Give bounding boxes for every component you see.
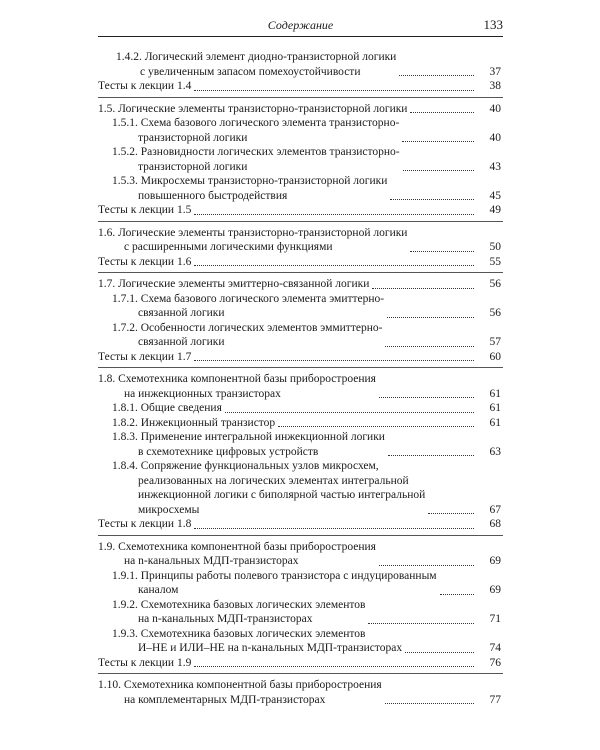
dot-leader <box>402 141 474 142</box>
toc-entry-line: на инжекционных транзисторах <box>124 387 281 400</box>
toc-page-number: 56 <box>489 307 501 319</box>
toc-test-entry[interactable] <box>98 255 503 270</box>
toc-page-number: 61 <box>489 402 501 414</box>
toc-entry-title <box>112 321 382 350</box>
toc-entry-title <box>98 350 191 365</box>
header-rule <box>98 36 503 37</box>
toc-page-number: 56 <box>489 278 501 290</box>
toc-section <box>98 674 503 710</box>
toc-entry-title <box>98 255 191 270</box>
toc-entry-line: повышенного быстродействия <box>138 189 288 202</box>
toc-page-number: 69 <box>489 555 501 567</box>
dot-leader <box>372 288 474 289</box>
dot-leader <box>405 652 474 653</box>
toc-section <box>98 222 503 274</box>
toc-entry-title <box>112 401 222 416</box>
toc-section <box>98 50 503 98</box>
dot-leader <box>403 170 474 171</box>
toc-page-number: 63 <box>489 445 501 458</box>
toc-entry[interactable] <box>98 540 503 569</box>
toc-entry-line: 1.8.2. Инжекционный транзистор <box>112 416 276 429</box>
toc-entry-line: 1.7.2. Особенности логических элементов эммиттерно- <box>112 321 383 334</box>
toc-page-number: 40 <box>489 102 501 115</box>
toc-page-number: 38 <box>489 80 501 92</box>
toc-entry-title <box>98 517 191 532</box>
toc-entry-line: Тесты к лекции 1.8 <box>98 518 192 530</box>
toc-entry-line: 1.5.1. Схема базового логического элемента транзисторно- <box>112 117 400 129</box>
toc-entry[interactable] <box>98 116 503 145</box>
toc-entry[interactable] <box>98 174 503 203</box>
dot-leader <box>399 75 474 76</box>
toc-entry-line: Тесты к лекции 1.4 <box>98 80 192 92</box>
toc-entry[interactable] <box>98 321 503 350</box>
toc-entry-line: 1.5. Логические элементы транзисторно-транзисторной логики <box>98 102 408 115</box>
running-header <box>98 16 503 38</box>
toc-page-number: 67 <box>489 503 501 516</box>
toc-entry-line: 1.6. Логические элементы транзисторно-транзисторной логики <box>98 226 408 239</box>
dot-leader <box>368 623 474 624</box>
dot-leader <box>410 251 474 252</box>
toc-entry[interactable] <box>98 50 503 79</box>
toc-entry-line: Тесты к лекции 1.6 <box>98 255 192 268</box>
toc-entry-line: транзисторной логики <box>138 131 248 144</box>
dot-leader <box>194 265 474 266</box>
toc-entry[interactable] <box>98 459 503 517</box>
dot-leader <box>379 565 474 566</box>
header-title: Содержание <box>267 18 334 32</box>
dot-leader <box>385 346 474 347</box>
toc-entry-line: на n-канальных МДП-транзисторах <box>138 613 313 625</box>
dot-leader <box>428 513 474 514</box>
dot-leader <box>379 397 474 398</box>
toc-page-number: 40 <box>489 131 501 144</box>
toc-entry-title <box>98 656 191 671</box>
toc-entry[interactable] <box>98 372 503 401</box>
toc-entry-line: Тесты к лекции 1.9 <box>98 656 192 669</box>
dot-leader <box>194 528 474 529</box>
toc-entry-line: с расширенными логическими функциями <box>124 241 333 253</box>
toc-entry-line: 1.9.1. Принципы работы полевого транзистора с индуцированным <box>112 569 437 582</box>
toc-page-number: 55 <box>489 255 501 268</box>
toc-entry-title <box>112 627 402 656</box>
toc-entry-title <box>98 79 191 94</box>
toc-section <box>98 368 503 536</box>
toc-entry-title <box>112 116 399 145</box>
toc-entry-line: 1.9.2. Схемотехника базовых логических элементов <box>112 598 366 611</box>
toc-entry-line: транзисторной логики <box>138 160 248 173</box>
toc-entry-line: каналом <box>138 584 179 596</box>
toc-entry-line: 1.9.3. Схемотехника базовых логических элементов <box>112 627 366 640</box>
toc-entry-line: И–НЕ и ИЛИ–НЕ на n-канальных МДП-транзисторах <box>138 642 403 654</box>
toc-entry-line: реализованных на логических элементах интегральной <box>138 474 409 487</box>
toc-entry[interactable] <box>98 277 503 292</box>
toc-entry-title <box>112 292 384 321</box>
toc-entry-title <box>112 569 437 598</box>
dot-leader <box>194 214 474 215</box>
toc-entry[interactable] <box>98 598 503 627</box>
toc-entry-line: 1.10. Схемотехника компонентной базы приборостроения <box>98 679 382 691</box>
dot-leader <box>390 199 474 200</box>
table-of-contents <box>98 50 503 710</box>
toc-entry-line: инжекционной логики с биполярной частью интегральной <box>138 489 426 501</box>
dot-leader <box>278 426 474 427</box>
toc-entry-title <box>116 50 396 79</box>
toc-page-number: 61 <box>489 387 501 400</box>
toc-page-number: 60 <box>489 350 501 363</box>
toc-entry-title <box>98 540 376 569</box>
toc-entry-line: связанной логики <box>138 307 225 319</box>
toc-entry[interactable] <box>98 102 503 117</box>
toc-test-entry[interactable] <box>98 79 503 94</box>
toc-entry-line: 1.8.3. Применение интегральной инжекционной логики <box>112 431 385 443</box>
toc-entry[interactable] <box>98 430 503 459</box>
dot-leader <box>194 90 474 91</box>
toc-page-number: 45 <box>489 189 501 202</box>
toc-entry-title <box>98 277 369 292</box>
toc-entry-line: связанной логики <box>138 336 225 348</box>
dot-leader <box>410 112 474 113</box>
dot-leader <box>440 594 474 595</box>
toc-entry-line: 1.7.1. Схема базового логического элемента эмиттерно- <box>112 292 385 305</box>
toc-test-entry[interactable] <box>98 517 503 532</box>
toc-page-number: 57 <box>489 336 501 348</box>
dot-leader <box>225 412 474 413</box>
toc-entry-line: с увеличенным запасом помехоустойчивости <box>140 65 361 78</box>
toc-entry-line: 1.8.1. Общие сведения <box>112 402 222 414</box>
toc-entry-line: 1.5.2. Разновидности логических элементов транзисторно- <box>112 146 400 158</box>
toc-entry-title <box>112 430 385 459</box>
toc-entry-line: 1.8.4. Сопряжение функциональных узлов микросхем, <box>112 460 379 472</box>
toc-page-number: 50 <box>489 241 501 253</box>
toc-page-number: 74 <box>489 642 501 654</box>
toc-page-number: 61 <box>489 416 501 429</box>
toc-entry[interactable] <box>98 627 503 656</box>
toc-test-entry[interactable] <box>98 350 503 365</box>
toc-page-number: 76 <box>489 656 501 669</box>
toc-entry[interactable] <box>98 416 503 431</box>
toc-section <box>98 273 503 368</box>
dot-leader <box>388 455 474 456</box>
toc-entry-title <box>112 416 275 431</box>
toc-entry-title <box>112 598 365 627</box>
toc-page-number: 37 <box>489 65 501 78</box>
toc-entry-line: 1.8. Схемотехника компонентной базы приборостроения <box>98 373 376 385</box>
dot-leader <box>194 360 474 361</box>
toc-entry-title <box>98 203 191 218</box>
toc-entry-title <box>98 102 407 117</box>
toc-page-number: 77 <box>489 693 501 706</box>
toc-entry[interactable] <box>98 145 503 174</box>
toc-section <box>98 536 503 675</box>
toc-entry-line: 1.5.3. Микросхемы транзисторно-транзисторной логики <box>112 175 388 187</box>
toc-entry-title <box>98 678 382 707</box>
toc-page-number: 69 <box>489 584 501 596</box>
toc-entry-title <box>98 372 376 401</box>
toc-entry-line: Тесты к лекции 1.5 <box>98 204 192 216</box>
toc-section <box>98 98 503 222</box>
toc-page-number: 49 <box>489 204 501 216</box>
toc-entry-line: в схемотехнике цифровых устройств <box>138 445 319 458</box>
toc-entry-line: микросхемы <box>138 503 200 516</box>
toc-entry-title <box>112 459 425 517</box>
toc-page-number: 43 <box>489 160 501 173</box>
toc-entry-line: 1.4.2. Логический элемент диодно-транзисторной логики <box>116 51 397 63</box>
toc-entry-line: на n-канальных МДП-транзисторах <box>124 555 299 567</box>
toc-entry[interactable] <box>98 569 503 598</box>
toc-entry[interactable] <box>98 292 503 321</box>
dot-leader <box>387 317 474 318</box>
toc-entry-title <box>112 145 400 174</box>
toc-test-entry[interactable] <box>98 656 503 671</box>
dot-leader <box>194 666 474 667</box>
toc-entry-line: 1.7. Логические элементы эмиттерно-связанной логики <box>98 278 370 290</box>
toc-test-entry[interactable] <box>98 203 503 218</box>
toc-entry-line: 1.9. Схемотехника компонентной базы приборостроения <box>98 540 376 553</box>
toc-entry-line: на комплементарных МДП-транзисторах <box>124 693 326 706</box>
header-page-number: 133 <box>483 17 503 32</box>
toc-entry-title <box>98 226 407 255</box>
toc-entry[interactable] <box>98 226 503 255</box>
toc-page-number: 71 <box>489 613 501 625</box>
toc-entry[interactable] <box>98 401 503 416</box>
toc-entry-line: Тесты к лекции 1.7 <box>98 350 192 363</box>
toc-entry-title <box>112 174 387 203</box>
toc-page-number: 68 <box>489 518 501 530</box>
dot-leader <box>385 703 474 704</box>
toc-entry[interactable] <box>98 678 503 707</box>
